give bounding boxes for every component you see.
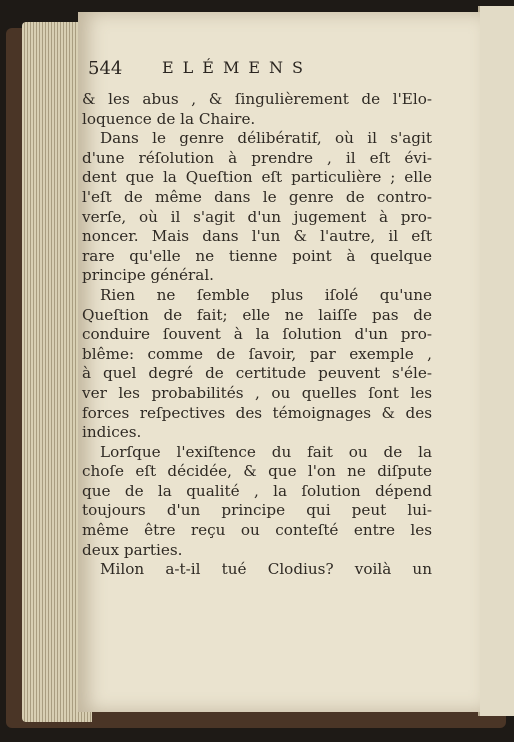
- text-line: que de la qualité , la ſolution dépend: [82, 481, 432, 500]
- body-text: [82, 90, 432, 580]
- text-line: loquence de la Chaire.: [82, 109, 256, 128]
- text-line: forces reſpectives des témoignages & des: [82, 403, 432, 422]
- running-title: ELÉMENS: [162, 58, 313, 77]
- text-line: l'eſt de même dans le genre de contro-: [82, 187, 432, 206]
- text-line: à quel degré de certitude peuvent s'éle-: [82, 364, 432, 383]
- text-line: Rien ne ſemble plus iſolé qu'une: [100, 285, 432, 304]
- text-line: choſe eſt décidée, & que l'on ne diſpute: [82, 462, 432, 481]
- text-line: rare qu'elle ne tienne point à quelque: [82, 246, 432, 265]
- text-line: Dans le genre délibératif, où il s'agit: [100, 129, 432, 148]
- text-line: Queſtion de fait; elle ne laiſſe pas de: [82, 305, 432, 324]
- text-line: verſe, où il s'agit d'un jugement à pro-: [82, 207, 432, 226]
- text-line: ver les probabilités , ou quelles ſont les: [82, 383, 432, 402]
- text-line: Milon a-t-il tué Clodius? voilà un: [100, 560, 432, 579]
- page-header: [88, 58, 388, 86]
- text-line: Lorſque l'exiſtence du fait ou de la: [100, 442, 432, 461]
- text-line: noncer. Mais dans l'un & l'autre, il eſt: [82, 227, 432, 246]
- text-line: indices.: [82, 423, 142, 442]
- right-page-edge: [478, 6, 514, 716]
- text-line: deux parties.: [82, 540, 183, 559]
- text-line: toujours d'un principe qui peut lui-: [82, 501, 432, 520]
- text-line: principe général.: [82, 266, 215, 285]
- text-line: blême: comme de ſavoir, par exemple ,: [82, 344, 432, 363]
- text-line: conduire ſouvent à la ſolution d'un pro-: [82, 325, 432, 344]
- text-line: dent que la Queſtion eſt particulière ; elle: [82, 168, 432, 187]
- page-number: 544: [88, 58, 123, 79]
- text-line: même être reçu ou conteſté entre les: [82, 521, 432, 540]
- text-line: d'une réſolution à prendre , il eſt évi-: [82, 148, 432, 167]
- text-line: & les abus , & ſingulièrement de l'Elo-: [82, 90, 432, 108]
